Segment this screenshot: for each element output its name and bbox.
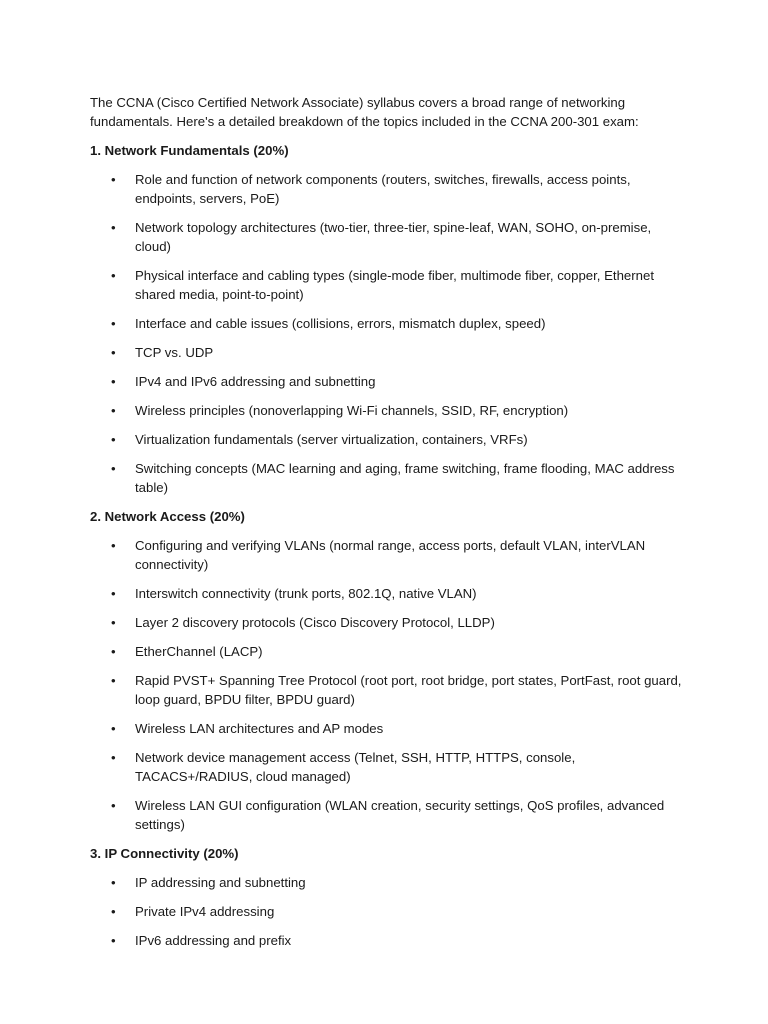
list-item-text: Role and function of network components (routers, switches, firewalls, access points, endpoints, servers, PoE) [135, 172, 631, 206]
list-item-text: IPv4 and IPv6 addressing and subnetting [135, 374, 376, 389]
bullet-icon: • [111, 461, 116, 476]
list-item-text: Rapid PVST+ Spanning Tree Protocol (root port, root bridge, port states, PortFast, root guard, loop guard, BPDU filter, BPDU guard) [135, 673, 682, 707]
list-item [90, 266, 690, 304]
list-item-text: Layer 2 discovery protocols (Cisco Discovery Protocol, LLDP) [135, 615, 495, 630]
bullet-icon: • [111, 374, 116, 389]
bullet-icon: • [111, 316, 116, 331]
section-heading-ip-connectivity: 3. IP Connectivity (20%) [90, 846, 239, 861]
list-item-text: Network device management access (Telnet, SSH, HTTP, HTTPS, console, TACACS+/RADIUS, cloud managed) [135, 750, 576, 784]
bullet-icon: • [111, 172, 116, 187]
list-item [90, 536, 690, 574]
bullet-icon: • [111, 432, 116, 447]
bullet-icon: • [111, 644, 116, 659]
list-item [90, 170, 690, 208]
bullet-icon: • [111, 798, 116, 813]
list-item-text: Wireless principles (nonoverlapping Wi-Fi channels, SSID, RF, encryption) [135, 403, 569, 418]
list-item [90, 642, 690, 661]
list-item [90, 902, 690, 921]
section-list-network-access [90, 536, 690, 834]
section-heading-network-access: 2. Network Access (20%) [90, 509, 245, 524]
list-item-text: Physical interface and cabling types (single-mode fiber, multimode fiber, copper, Ethernet shared media, point-to-point) [135, 268, 654, 302]
bullet-icon: • [111, 220, 116, 235]
bullet-icon: • [111, 875, 116, 890]
document-page [90, 93, 690, 960]
list-item-text: Switching concepts (MAC learning and aging, frame switching, frame flooding, MAC address table) [135, 461, 675, 495]
bullet-icon: • [111, 345, 116, 360]
bullet-icon: • [111, 268, 116, 283]
bullet-icon: • [111, 673, 116, 688]
list-item [90, 719, 690, 738]
bullet-icon: • [111, 933, 116, 948]
section-list-network-fundamentals [90, 170, 690, 497]
bullet-icon: • [111, 538, 116, 553]
list-item [90, 218, 690, 256]
bullet-icon: • [111, 615, 116, 630]
bullet-icon: • [111, 721, 116, 736]
list-item-text: IP addressing and subnetting [135, 875, 306, 890]
list-item-text: Network topology architectures (two-tier, three-tier, spine-leaf, WAN, SOHO, on-premise, cloud) [135, 220, 652, 254]
list-item [90, 931, 690, 950]
list-item [90, 796, 690, 834]
list-item-text: Wireless LAN architectures and AP modes [135, 721, 384, 736]
section-heading-network-fundamentals: 1. Network Fundamentals (20%) [90, 143, 289, 158]
list-item [90, 748, 690, 786]
list-item [90, 584, 690, 603]
bullet-icon: • [111, 750, 116, 765]
list-item-text: Interswitch connectivity (trunk ports, 802.1Q, native VLAN) [135, 586, 477, 601]
list-item-text: Virtualization fundamentals (server virtualization, containers, VRFs) [135, 432, 528, 447]
section-list-ip-connectivity [90, 873, 690, 950]
list-item-text: TCP vs. UDP [135, 345, 214, 360]
list-item [90, 613, 690, 632]
list-item-text: Configuring and verifying VLANs (normal range, access ports, default VLAN, interVLAN connectivity) [135, 538, 646, 572]
bullet-icon: • [111, 586, 116, 601]
list-item-text: Interface and cable issues (collisions, errors, mismatch duplex, speed) [135, 316, 546, 331]
list-item [90, 430, 690, 449]
bullet-icon: • [111, 904, 116, 919]
list-item [90, 343, 690, 362]
list-item [90, 372, 690, 391]
list-item-text: IPv6 addressing and prefix [135, 933, 292, 948]
list-item [90, 671, 690, 709]
list-item [90, 314, 690, 333]
list-item-text: Private IPv4 addressing [135, 904, 275, 919]
intro-paragraph: The CCNA (Cisco Certified Network Associate) syllabus covers a broad range of networking fundamentals. Here's a detailed breakdown of the topics included in the CCNA 200-301 exam: [90, 95, 639, 129]
list-item [90, 873, 690, 892]
list-item [90, 459, 690, 497]
list-item [90, 401, 690, 420]
list-item-text: Wireless LAN GUI configuration (WLAN creation, security settings, QoS profiles, advanced settings) [135, 798, 665, 832]
bullet-icon: • [111, 403, 116, 418]
list-item-text: EtherChannel (LACP) [135, 644, 263, 659]
